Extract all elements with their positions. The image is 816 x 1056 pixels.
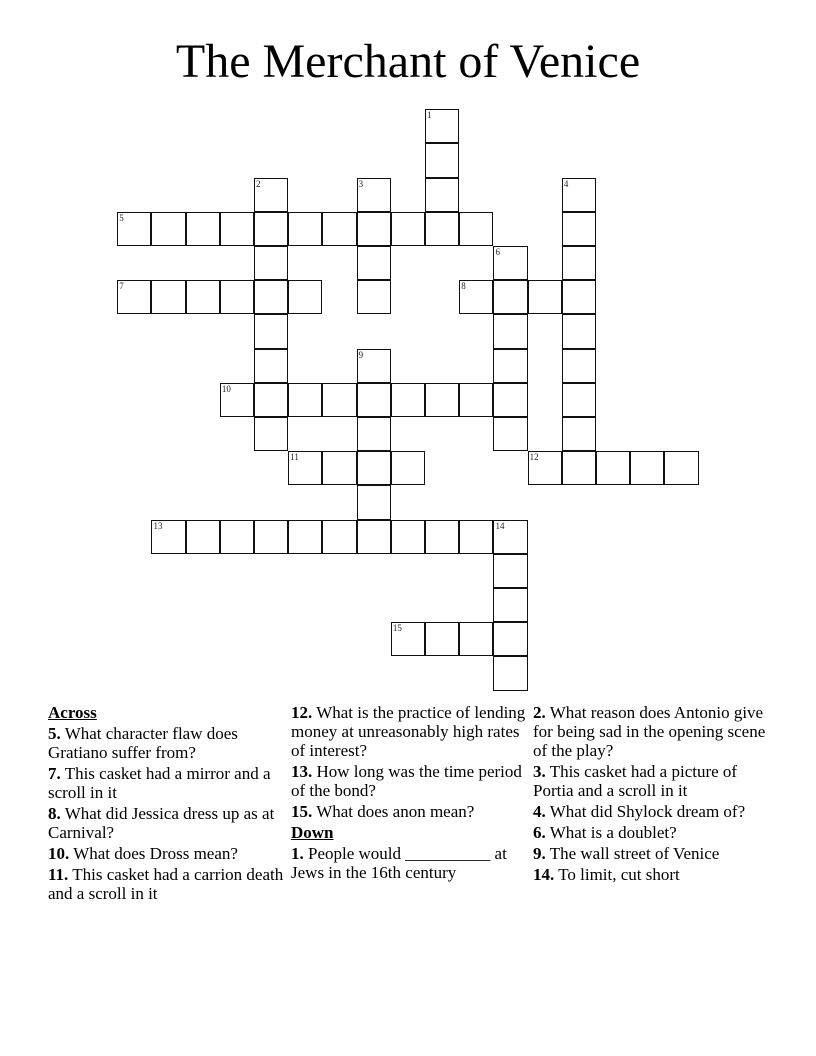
- cell-number: 1: [427, 110, 432, 121]
- clue-across-11: 11. This casket had a carrion death and a scroll in it: [48, 865, 284, 903]
- grid-cell[interactable]: [322, 451, 356, 485]
- grid-cell[interactable]: [562, 451, 596, 485]
- grid-cell[interactable]: [254, 349, 288, 383]
- grid-cell[interactable]: [322, 383, 356, 417]
- grid-cell[interactable]: [391, 520, 425, 554]
- grid-cell[interactable]: [288, 451, 322, 485]
- grid-cell[interactable]: [117, 280, 151, 314]
- cell-number: 5: [119, 212, 124, 223]
- grid-cell[interactable]: [562, 246, 596, 280]
- grid-cell[interactable]: [425, 622, 459, 656]
- cell-number: 12: [529, 452, 539, 463]
- cell-number: 3: [358, 178, 364, 189]
- grid-cell[interactable]: [664, 451, 698, 485]
- grid-cell[interactable]: [493, 520, 527, 554]
- grid-cell[interactable]: [562, 417, 596, 451]
- grid-cell[interactable]: [425, 178, 459, 212]
- clue-down-9: 9. The wall street of Venice: [533, 844, 720, 863]
- clue-across-13: 13. How long was the time period of the bond?: [291, 762, 522, 800]
- cell-number: 9: [358, 349, 364, 360]
- clue-down-3: 3. This casket had a picture of Portia and a scroll in it: [533, 762, 738, 800]
- clue-down-2: 2. What reason does Antonio give for being sad in the opening scene of the play?: [533, 703, 766, 760]
- clues-column-2: [291, 703, 529, 884]
- grid-cell[interactable]: [493, 417, 527, 451]
- grid-cell[interactable]: [357, 520, 391, 554]
- grid-cell[interactable]: [220, 280, 254, 314]
- clue-across-12: 12. What is the practice of lending money at unreasonably high rates of interest?: [291, 703, 526, 760]
- grid-cell[interactable]: [562, 280, 596, 314]
- clue-across-10: 10. What does Dross mean?: [48, 844, 238, 863]
- grid-cell[interactable]: [425, 383, 459, 417]
- cell-number: 13: [153, 520, 163, 531]
- grid-cell[interactable]: [254, 280, 288, 314]
- clue-across-7: 7. This casket had a mirror and a scroll in it: [48, 764, 271, 802]
- grid-cell[interactable]: [357, 280, 391, 314]
- grid-cell[interactable]: [357, 383, 391, 417]
- clue-across-8: 8. What did Jessica dress up as at Carnival?: [48, 804, 275, 842]
- clue-across-15: 15. What does anon mean?: [291, 802, 475, 821]
- grid-cell[interactable]: [562, 383, 596, 417]
- clue-down-1: 1. People would __________ at Jews in the 16th century: [291, 844, 507, 882]
- cell-number: 8: [461, 281, 466, 292]
- grid-cell[interactable]: [493, 280, 527, 314]
- grid-cell[interactable]: [459, 383, 493, 417]
- grid-cell[interactable]: [425, 520, 459, 554]
- grid-cell[interactable]: [220, 520, 254, 554]
- grid-cell[interactable]: [630, 451, 664, 485]
- grid-cell[interactable]: [151, 280, 185, 314]
- grid-cell[interactable]: [493, 588, 527, 622]
- grid-cell[interactable]: [186, 520, 220, 554]
- grid-cell[interactable]: [186, 280, 220, 314]
- grid-cell[interactable]: [254, 520, 288, 554]
- grid-cell[interactable]: [288, 383, 322, 417]
- grid-cell[interactable]: [528, 451, 562, 485]
- grid-cell[interactable]: [117, 212, 151, 246]
- grid-cell[interactable]: [220, 212, 254, 246]
- grid-cell[interactable]: [254, 246, 288, 280]
- cell-number: 15: [392, 623, 402, 634]
- grid-cell[interactable]: [288, 280, 322, 314]
- clues-column-3: [533, 703, 773, 886]
- grid-cell[interactable]: [322, 520, 356, 554]
- grid-cell[interactable]: [186, 212, 220, 246]
- grid-cell[interactable]: [562, 314, 596, 348]
- cell-number: 11: [290, 452, 299, 463]
- grid-cell[interactable]: [493, 314, 527, 348]
- across-heading: Across: [48, 703, 97, 722]
- cell-number: 2: [256, 178, 261, 189]
- grid-cell[interactable]: [322, 212, 356, 246]
- clue-down-6: 6. What is a doublet?: [533, 823, 677, 842]
- grid-cell[interactable]: [493, 622, 527, 656]
- grid-cell[interactable]: [151, 212, 185, 246]
- grid-cell[interactable]: [357, 485, 391, 519]
- grid-cell[interactable]: [562, 178, 596, 212]
- grid-cell[interactable]: [493, 349, 527, 383]
- grid-cell[interactable]: [425, 143, 459, 177]
- crossword-grid: [118, 110, 700, 693]
- grid-cell[interactable]: [493, 383, 527, 417]
- grid-cell[interactable]: [425, 109, 459, 143]
- grid-cell[interactable]: [459, 622, 493, 656]
- grid-cell[interactable]: [357, 417, 391, 451]
- page-title: The Merchant of Venice: [175, 35, 641, 88]
- grid-cell[interactable]: [288, 212, 322, 246]
- grid-cell[interactable]: [357, 246, 391, 280]
- cell-number: 6: [495, 247, 500, 258]
- clue-down-14: 14. To limit, cut short: [533, 865, 680, 884]
- grid-cell[interactable]: [562, 349, 596, 383]
- grid-cell[interactable]: [459, 520, 493, 554]
- grid-cell[interactable]: [391, 383, 425, 417]
- grid-cell[interactable]: [425, 212, 459, 246]
- cell-number: 7: [119, 281, 124, 292]
- grid-cell[interactable]: [528, 280, 562, 314]
- grid-cell[interactable]: [357, 212, 391, 246]
- grid-cell[interactable]: [254, 314, 288, 348]
- grid-cell[interactable]: [357, 451, 391, 485]
- clues-column-1: [48, 703, 286, 905]
- grid-cell[interactable]: [254, 417, 288, 451]
- grid-cell[interactable]: [459, 280, 493, 314]
- cell-number: 10: [221, 383, 231, 394]
- grid-cell[interactable]: [254, 212, 288, 246]
- grid-cell[interactable]: [493, 656, 527, 690]
- grid-cell[interactable]: [562, 212, 596, 246]
- down-heading: Down: [291, 823, 334, 842]
- grid-cell[interactable]: [391, 451, 425, 485]
- clue-down-4: 4. What did Shylock dream of?: [533, 802, 746, 821]
- grid-cell[interactable]: [493, 246, 527, 280]
- grid-cell[interactable]: [493, 554, 527, 588]
- cell-number: 14: [495, 520, 505, 531]
- clue-across-5: 5. What character flaw does Gratiano suffer from?: [48, 724, 238, 762]
- grid-cell[interactable]: [357, 349, 391, 383]
- grid-cell[interactable]: [391, 622, 425, 656]
- grid-cell[interactable]: [357, 178, 391, 212]
- grid-cell[interactable]: [459, 212, 493, 246]
- grid-cell[interactable]: [288, 520, 322, 554]
- grid-cell[interactable]: [254, 383, 288, 417]
- grid-cell[interactable]: [596, 451, 630, 485]
- cell-number: 4: [563, 178, 569, 189]
- grid-cell[interactable]: [391, 212, 425, 246]
- grid-cell[interactable]: [254, 178, 288, 212]
- grid-cell[interactable]: [151, 520, 185, 554]
- grid-cell[interactable]: [220, 383, 254, 417]
